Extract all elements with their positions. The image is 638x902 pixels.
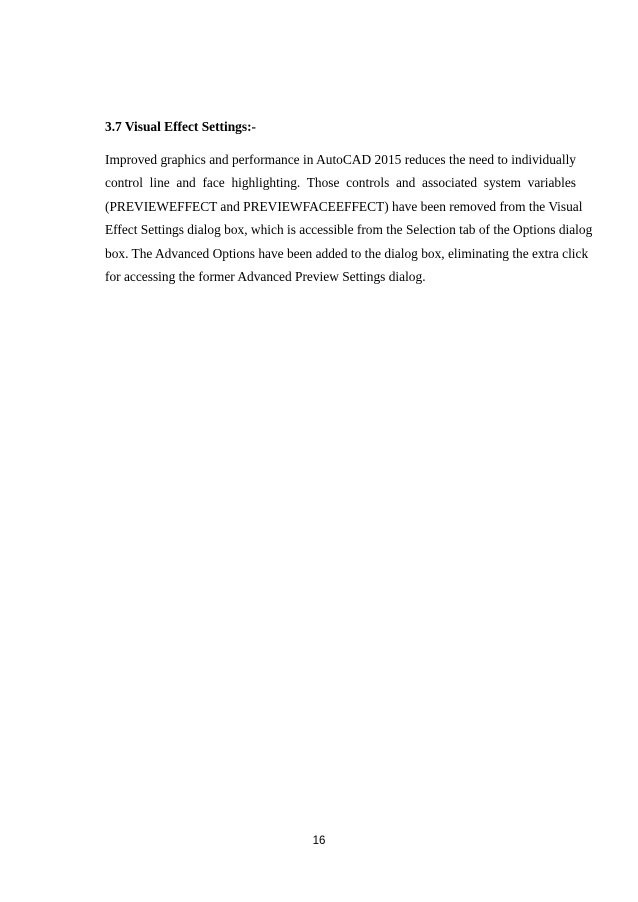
paragraph-line: control line and face highlighting. Those controls and associated system variables bbox=[105, 175, 576, 191]
paragraph-line: (PREVIEWEFFECT and PREVIEWFACEEFFECT) have been removed from the Visual bbox=[105, 198, 583, 214]
body-paragraph bbox=[105, 148, 593, 288]
page-number: 16 bbox=[312, 835, 326, 847]
paragraph-line: Effect Settings dialog box, which is accessible from the Selection tab of the Options dialog bbox=[105, 222, 593, 238]
paragraph-line: Improved graphics and performance in AutoCAD 2015 reduces the need to individually bbox=[105, 152, 576, 167]
section-heading: 3.7 Visual Effect Settings:- bbox=[105, 119, 257, 134]
paragraph-line: box. The Advanced Options have been added to the dialog box, eliminating the extra click bbox=[105, 245, 589, 261]
paragraph-line: for accessing the former Advanced Preview Settings dialog. bbox=[105, 269, 426, 285]
